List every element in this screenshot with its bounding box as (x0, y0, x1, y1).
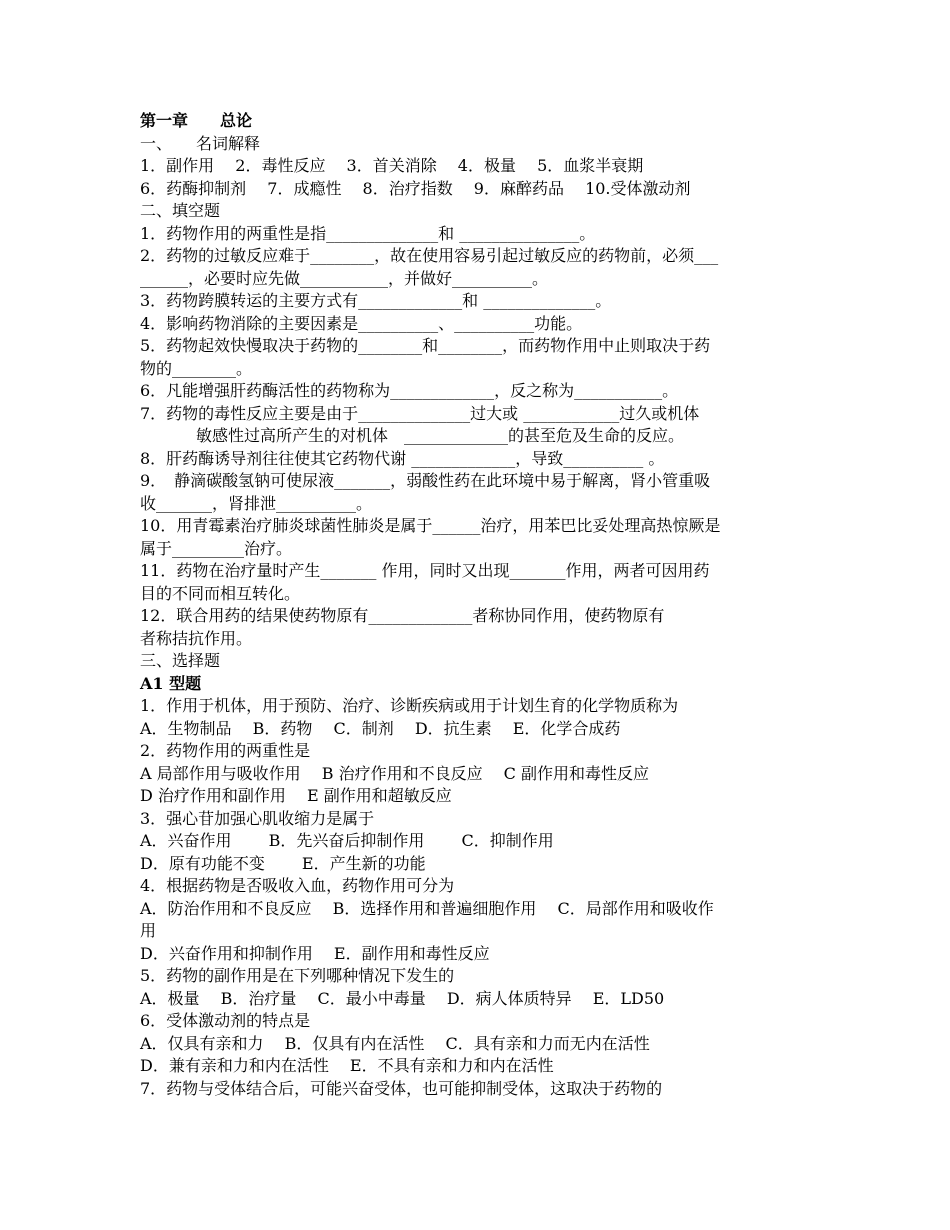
choice-line: 2．药物作用的两重性是 (140, 741, 311, 760)
fill-line: 3．药物跨膜转运的主要方式有_____________和 ______________。 (140, 291, 612, 310)
fill-line: 2．药物的过敏反应难于________，故在使用容易引起过敏反应的药物前，必须___ (140, 246, 719, 265)
choice-line: A．极量 B．治疗量 C．最小中毒量 D．病人体质特异 E．LD50 (140, 988, 665, 1008)
a1-heading: A1 型题 (140, 673, 202, 693)
fill-line: 收_______，肾排泄__________。 (140, 493, 373, 513)
fill-line: 6．凡能增强肝药酶活性的药物称为_____________，反之称为___________。 (140, 381, 679, 400)
choice-line: A．生物制品 B．药物 C．制剂 D．抗生素 E．化学合成药 (140, 718, 621, 738)
fill-line: 物的________。 (140, 358, 253, 378)
fill-line: ______，必要时应先做___________，并做好__________。 (140, 268, 549, 288)
fill-line: 者称拮抗作用。 (140, 628, 253, 648)
choice-line: 用 (140, 921, 157, 940)
choice-line: A 局部作用与吸收作用 B 治疗作用和不良反应 C 副作用和毒性反应 (140, 763, 649, 783)
fill-line: 敏感性过高所产生的对机体 _____________的甚至危及生命的反应。 (196, 426, 685, 445)
fill-line: 12．联合用药的结果使药物原有_____________者称协同作用，使药物原有 (140, 606, 665, 625)
fill-line: 8．肝药酶诱导剂往往使其它药物代谢 _____________，导致__________ 。 (140, 448, 665, 468)
section-heading-choice: 三、选择题 (140, 651, 221, 670)
choice-line: A．防治作用和不良反应 B．选择作用和普遍细胞作用 C．局部作用和吸收作 (140, 898, 714, 918)
choice-line: 5．药物的副作用是在下列哪种情况下发生的 (140, 966, 455, 985)
choice-line: 4．根据药物是否吸收入血，药物作用可分为 (140, 876, 455, 895)
choice-line: 6．受体激动剂的特点是 (140, 1011, 311, 1030)
choice-line: A．兴奋作用 B．先兴奋后抑制作用 C．抑制作用 (140, 831, 554, 850)
fill-line: 9． 静滴碳酸氢钠可使尿液_______，弱酸性药在此环境中易于解离，肾小管重吸 (140, 471, 711, 490)
fill-line: 属于_________治疗。 (140, 538, 293, 558)
choice-line: 3．强心苷加强心肌收缩力是属于 (140, 808, 375, 828)
fill-line: 1．药物作用的两重性是指______________和 _______________。 (140, 223, 596, 243)
terms-line-1: 1．副作用 2．毒性反应 3．首关消除 4．极量 5．血浆半衰期 (140, 156, 644, 175)
fill-line: 4．影响药物消除的主要因素是__________、__________功能。 (140, 313, 583, 333)
choice-line: 7．药物与受体结合后，可能兴奋受体，也可能抑制受体，这取决于药物的 (140, 1078, 663, 1098)
section-heading-terms: 一、 名词解释 (140, 133, 261, 153)
chapter-title: 第一章 总论 (140, 111, 253, 130)
fill-line: 目的不同而相互转化。 (140, 583, 301, 603)
fill-line: 7．药物的毒性反应主要是由于______________过大或 ____________过久或机体 (140, 403, 700, 423)
terms-line-2: 6．药酶抑制剂 7．成瘾性 8．治疗指数 9．麻醉药品 10.受体激动剂 (140, 178, 691, 198)
choice-line: A．仅具有亲和力 B．仅具有内在活性 C．具有亲和力而无内在活性 (140, 1033, 650, 1053)
choice-line: D．原有功能不变 E．产生新的功能 (140, 853, 426, 873)
choice-line: D．兼有亲和力和内在活性 E．不具有亲和力和内在活性 (140, 1056, 554, 1075)
fill-line: 10．用青霉素治疗肺炎球菌性肺炎是属于______治疗，用苯巴比妥处理高热惊厥是 (140, 516, 721, 535)
section-heading-fill: 二、填空题 (140, 201, 221, 220)
choice-line: D 治疗作用和副作用 E 副作用和超敏反应 (140, 786, 452, 805)
document-page (140, 110, 812, 1100)
choice-line: 1．作用于机体，用于预防、治疗、诊断疾病或用于计划生育的化学物质称为 (140, 696, 679, 715)
fill-line: 11．药物在治疗量时产生_______ 作用，同时又出现_______作用，两者可因用药 (140, 561, 710, 580)
choice-line: D．兴奋作用和抑制作用 E．副作用和毒性反应 (140, 943, 490, 963)
fill-line: 5．药物起效快慢取决于药物的________和________，而药物作用中止则取决于药 (140, 336, 711, 355)
